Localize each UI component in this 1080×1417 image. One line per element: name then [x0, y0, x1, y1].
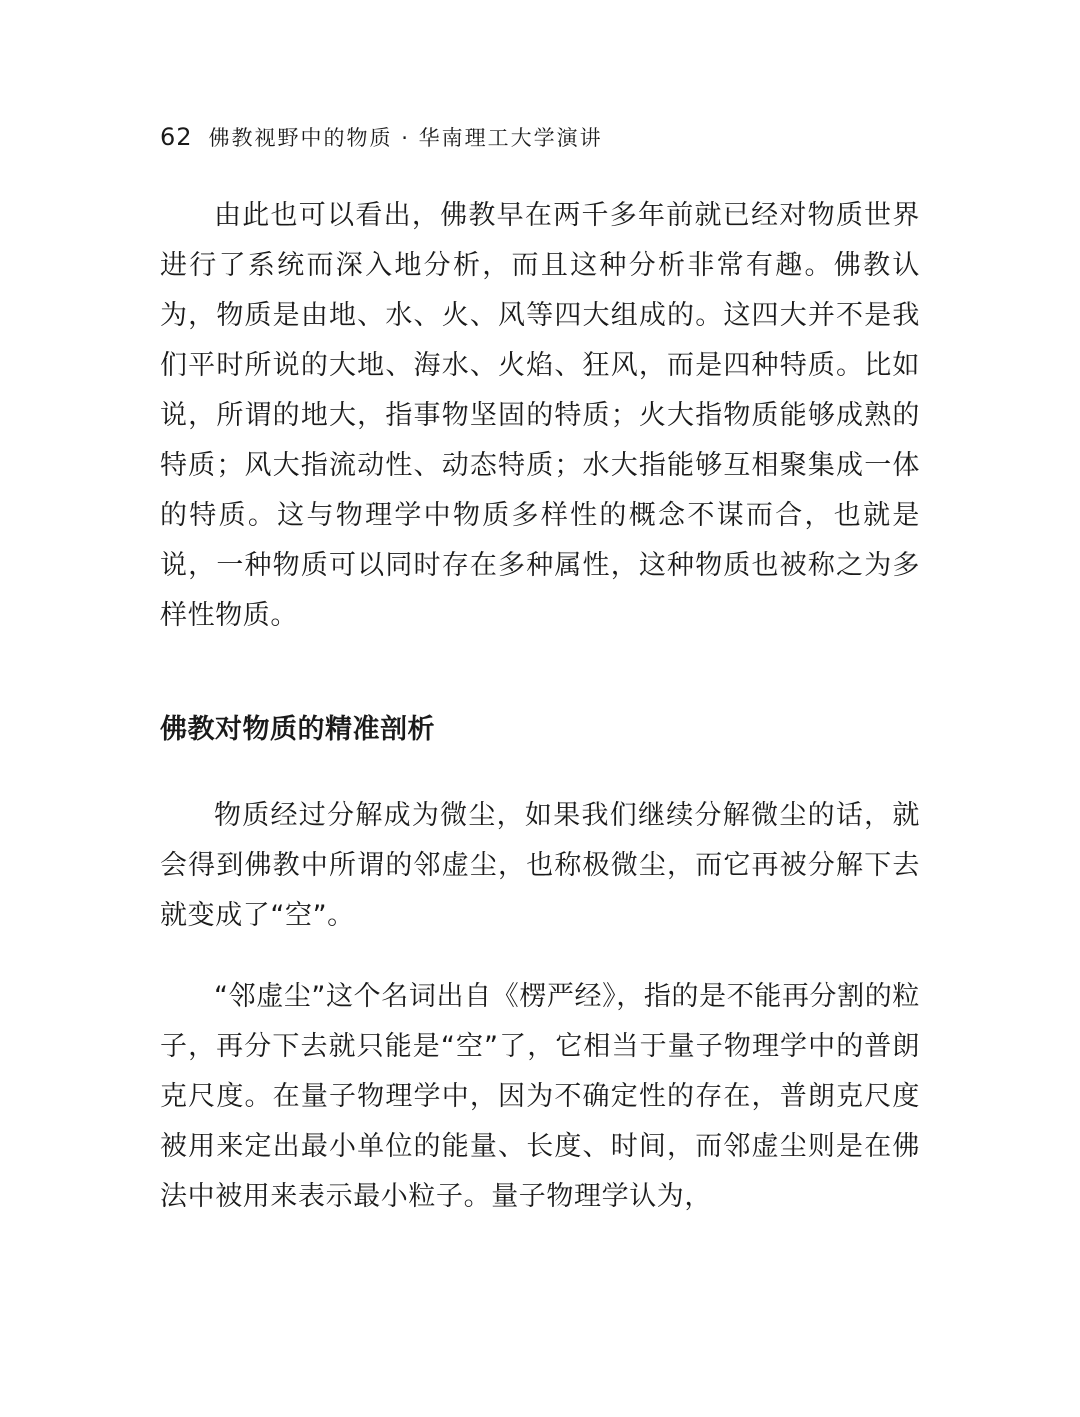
running-header-title: 佛教视野中的物质 · 华南理工大学演讲: [208, 126, 603, 150]
body-paragraph-3: “邻虚尘”这个名词出自《楞严经》，指的是不能再分割的粒子，再分下去就只能是“空”了，它相当于量子物理学中的普朗克尺度。在量子物理学中，因为不确定性的存在，普朗克尺度被用来定出最小单位的能量、长度、时间，而邻虚尘则是在佛法中被用来表示最小粒子。量子物理学认为，: [160, 981, 920, 1212]
section-heading: 佛教对物质的精准剖析: [160, 714, 435, 745]
body-paragraph-1: 由此也可以看出，佛教早在两千多年前就已经对物质世界进行了系统而深入地分析，而且这种分析非常有趣。佛教认为，物质是由地、水、火、风等四大组成的。这四大并不是我们平时所说的大地、海水、火焰、狂风，而是四种特质。比如说，所谓的地大，指事物坚固的特质；火大指物质能够成熟的特质；风大指流动性、动态特质；水大指能够互相聚集成一体的特质。这与物理学中物质多样性的概念不谋而合，也就是说，一种物质可以同时存在多种属性，这种物质也被称之为多样性物质。: [160, 200, 920, 631]
running-header: [160, 122, 920, 156]
body-paragraph-2: 物质经过分解成为微尘，如果我们继续分解微尘的话，就会得到佛教中所谓的邻虚尘，也称极微尘，而它再被分解下去就变成了“空”。: [160, 800, 920, 931]
page-number: 62: [160, 123, 193, 151]
